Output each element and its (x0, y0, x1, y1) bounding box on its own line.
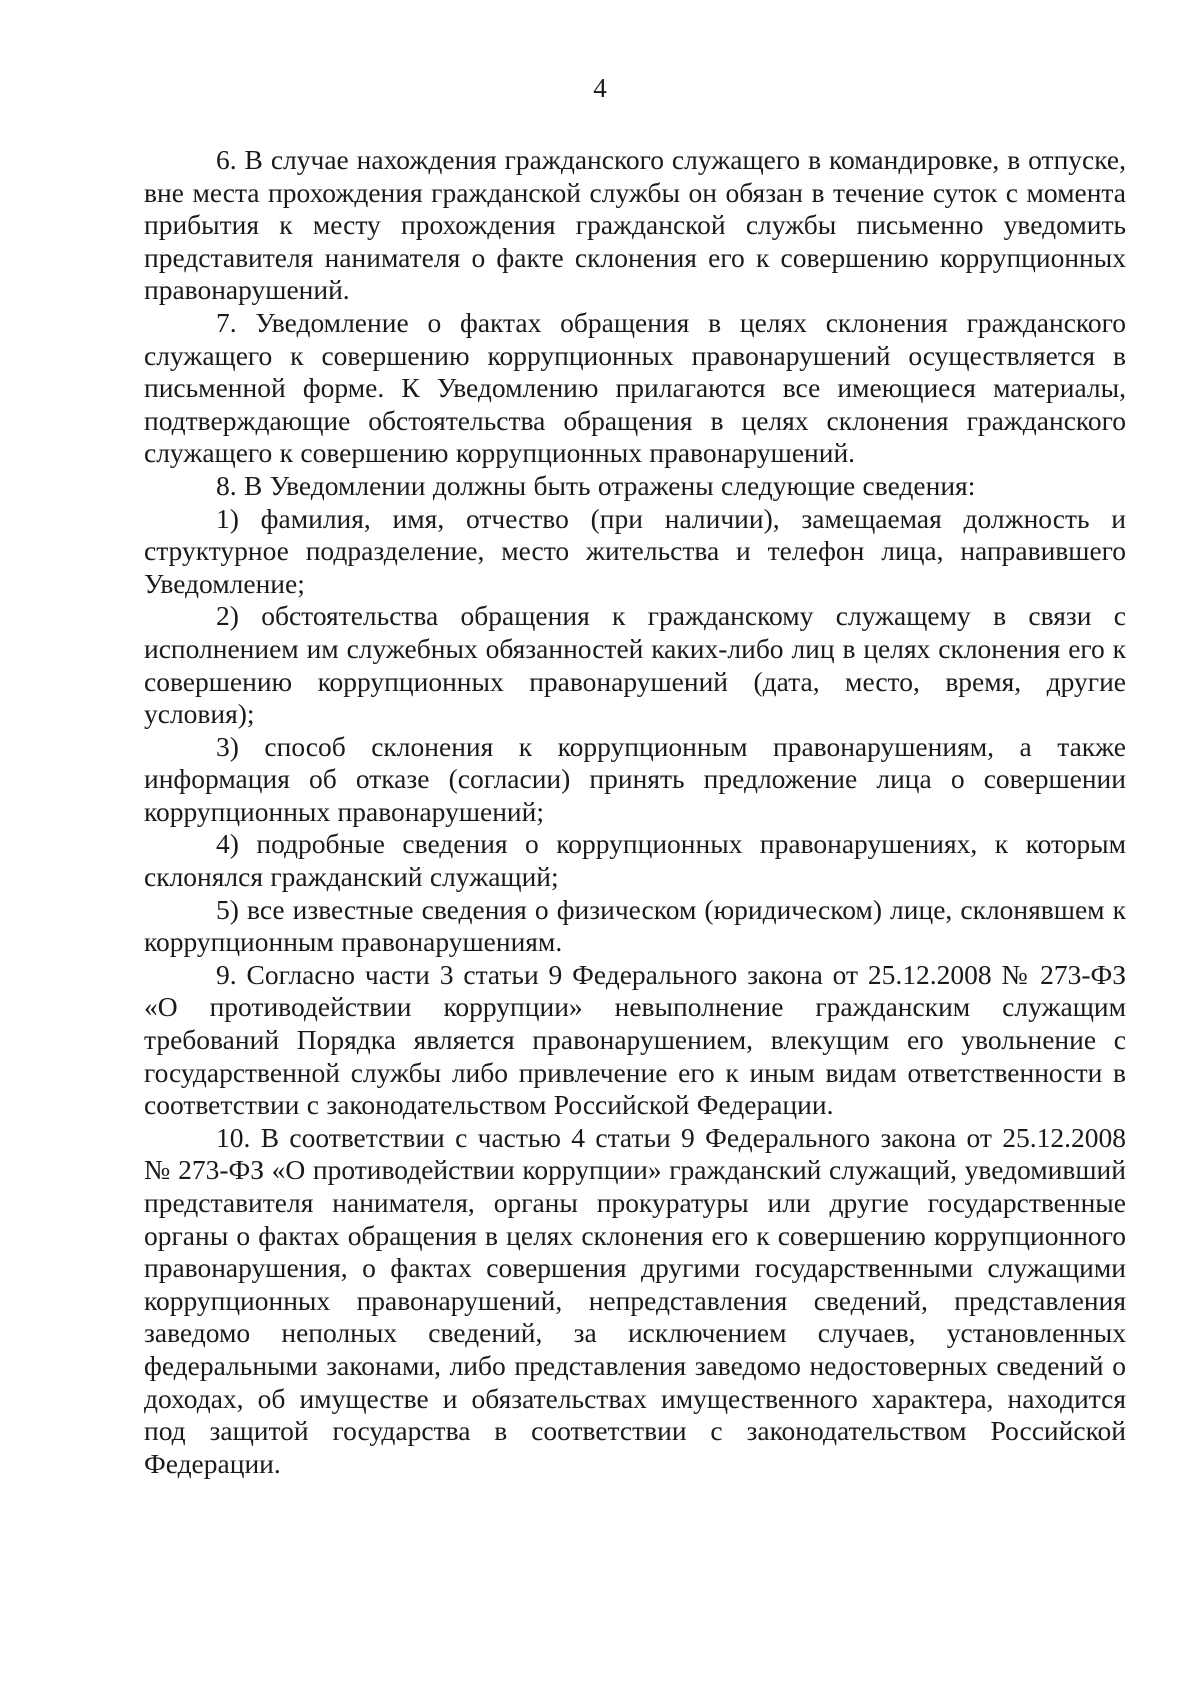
paragraph-8-item-1: 1) фамилия, имя, отчество (при наличии), замещаемая должность и структурное подразделение, место жительства и телефон лица, направившего Уведомление; (144, 502, 1126, 599)
paragraph-8-item-2: 2) обстоятельства обращения к гражданскому служащему в связи с исполнением им служебных обязанностей каких-либо лиц в целях склонения его к совершению коррупционных правонарушений (дата, место, время, другие условия); (144, 600, 1126, 730)
paragraph-6: 6. В случае нахождения гражданского служащего в командировке, в отпуске, вне места прохождения гражданской службы он обязан в течение суток с момента прибытия к месту прохождения гражданской службы письменно уведомить представителя нанимателя о факте склонения его к совершению коррупционных правонарушений. (144, 144, 1126, 306)
paragraph-8-item-3: 3) способ склонения к коррупционным правонарушениям, а также информация об отказе (согласии) принять предложение лица о совершении коррупционных правонарушений; (144, 730, 1126, 827)
page-number: 4 (593, 73, 607, 103)
paragraph-7: 7. Уведомление о фактах обращения в целях склонения гражданского служащего к совершению коррупционных правонарушений осуществляется в письменной форме. К Уведомлению прилагаются все имеющиеся материалы, подтверждающие обстоятельства обращения в целях склонения гражданского служащего к совершению коррупционных правонарушений. (144, 306, 1126, 469)
paragraph-8-item-5: 5) все известные сведения о физическом (юридическом) лице, склонявшем к коррупционным правонарушениям. (144, 893, 1126, 958)
document-body (144, 144, 1126, 1480)
paragraph-10: 10. В соответствии с частью 4 статьи 9 Федерального закона от 25.12.2008 № 273-ФЗ «О противодействии коррупции» гражданский служащий, уведомивший представителя нанимателя, органы прокуратуры или другие государственные органы о фактах обращения в целях склонения его к совершению коррупционного правонарушения, о фактах совершения другими государственными служащими коррупционных правонарушений, непредставления сведений, представления заведомо неполных сведений, за исключением случаев, установленных федеральными законами, либо представления заведомо недостоверных сведений о доходах, об имуществе и обязательствах имущественного характера, находится под защитой государства в соответствии с законодательством Российской Федерации. (144, 1121, 1126, 1479)
paragraph-9: 9. Согласно части 3 статьи 9 Федерального закона от 25.12.2008 № 273-ФЗ «О противодействии коррупции» невыполнение гражданским служащим требований Порядка является правонарушением, влекущим его увольнение с государственной службы либо привлечение его к иным видам ответственности в соответствии с законодательством Российской Федерации. (144, 958, 1126, 1121)
paragraph-8: 8. В Уведомлении должны быть отражены следующие сведения: (216, 469, 976, 501)
paragraph-8-item-4: 4) подробные сведения о коррупционных правонарушениях, к которым склонялся гражданский служащий; (144, 828, 1126, 893)
